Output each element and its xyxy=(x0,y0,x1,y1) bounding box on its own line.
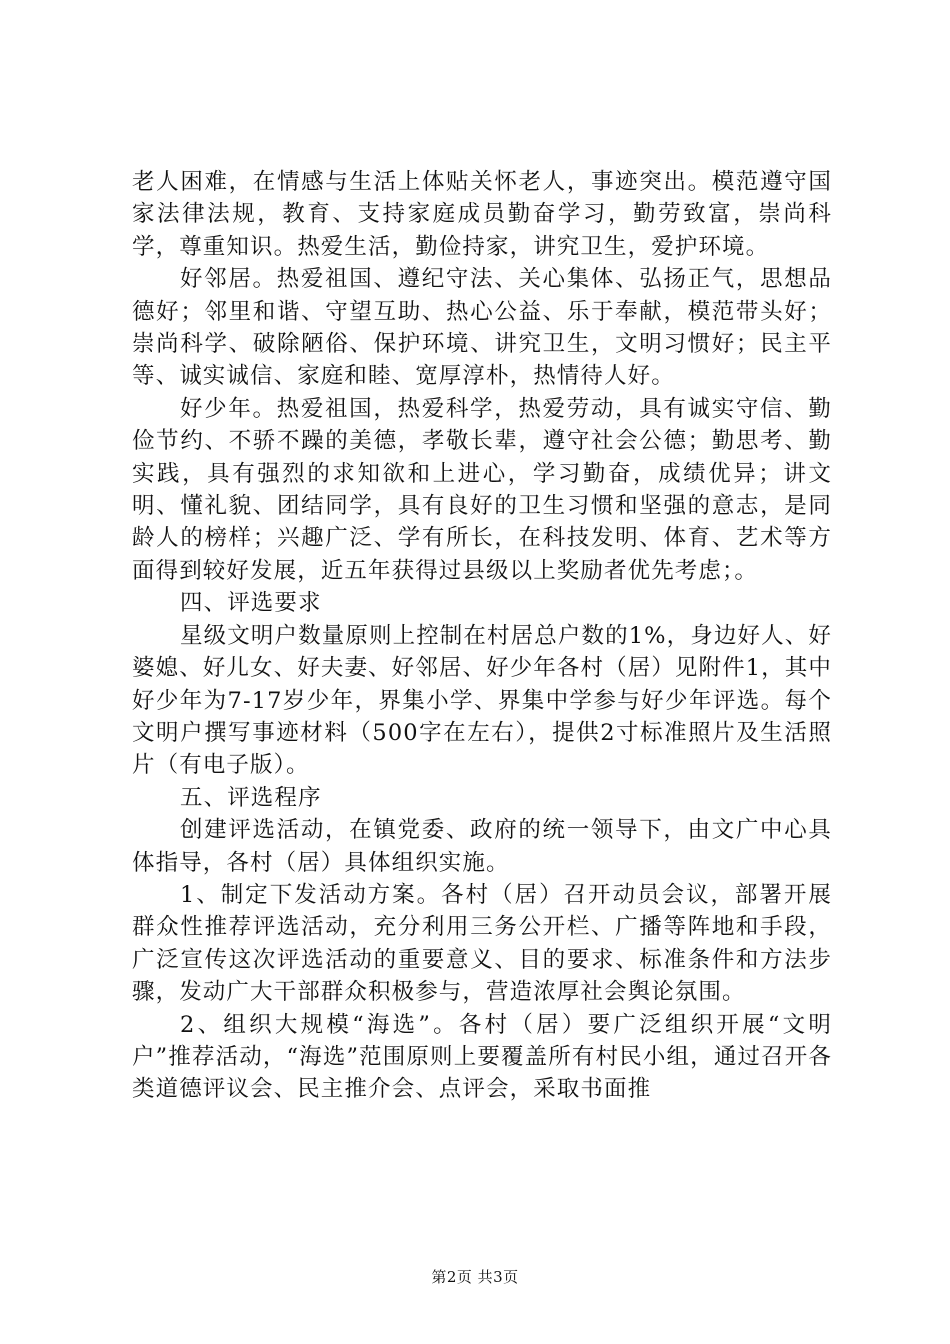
page-footer: 第2页 共3页 xyxy=(431,1268,519,1286)
paragraph-step-1: 1、制定下发活动方案。各村（居）召开动员会议，部署开展群众性推荐评选活动，充分利用三务公开栏、广播等阵地和手段，广泛宣传这次评选活动的重要意义、目的要求、标准条件和方法步骤，发动广大干部群众积极参与，营造浓厚社会舆论氛围。 xyxy=(132,881,832,1006)
section-heading-requirements: 四、评选要求 xyxy=(180,590,322,617)
paragraph-step-2: 2、组织大规模“海选”。各村（居）要广泛组织开展“文明户”推荐活动，“海选”范围原则上要覆盖所有村民小组，通过召开各类道德评议会、民主推介会、点评会，采取书面推 xyxy=(132,1011,832,1103)
section-heading-procedure: 五、评选程序 xyxy=(180,784,322,811)
paragraph-requirements: 星级文明户数量原则上控制在村居总户数的1%，身边好人、好婆媳、好儿女、好夫妻、好邻居、好少年各村（居）见附件1，其中好少年为7-17岁少年，界集小学、界集中学参与好少年评选。每个文明户撰写事迹材料（500字在左右），提供2寸标准照片及生活照片（有电子版）。 xyxy=(132,622,832,779)
paragraph-good-youth: 好少年。热爱祖国，热爱科学，热爱劳动，具有诚实守信、勤俭节约、不骄不躁的美德，孝敬长辈，遵守社会公德；勤思考、勤实践，具有强烈的求知欲和上进心，学习勤奋，成绩优异；讲文明、懂礼貌、团结同学，具有良好的卫生习惯和坚强的意志，是同龄人的榜样；兴趣广泛、学有所长，在科技发明、体育、艺术等方面得到较好发展，近五年获得过县级以上奖励者优先考虑；。 xyxy=(132,395,832,584)
paragraph-continuation: 老人困难，在情感与生活上体贴关怀老人，事迹突出。模范遵守国家法律法规，教育、支持家庭成员勤奋学习，勤劳致富，崇尚科学，尊重知识。热爱生活，勤俭持家，讲究卫生，爱护环境。 xyxy=(132,169,832,260)
document-body xyxy=(132,166,832,1106)
paragraph-procedure-intro: 创建评选活动，在镇党委、政府的统一领导下，由文广中心具体指导，各村（居）具体组织实施。 xyxy=(132,817,832,876)
paragraph-good-neighbor: 好邻居。热爱祖国、遵纪守法、关心集体、弘扬正气，思想品德好；邻里和谐、守望互助、热心公益、乐于奉献，模范带头好；崇尚科学、破除陋俗、保护环境、讲究卫生，文明习惯好；民主平等、诚实诚信、家庭和睦、宽厚淳朴，热情待人好。 xyxy=(132,266,832,390)
